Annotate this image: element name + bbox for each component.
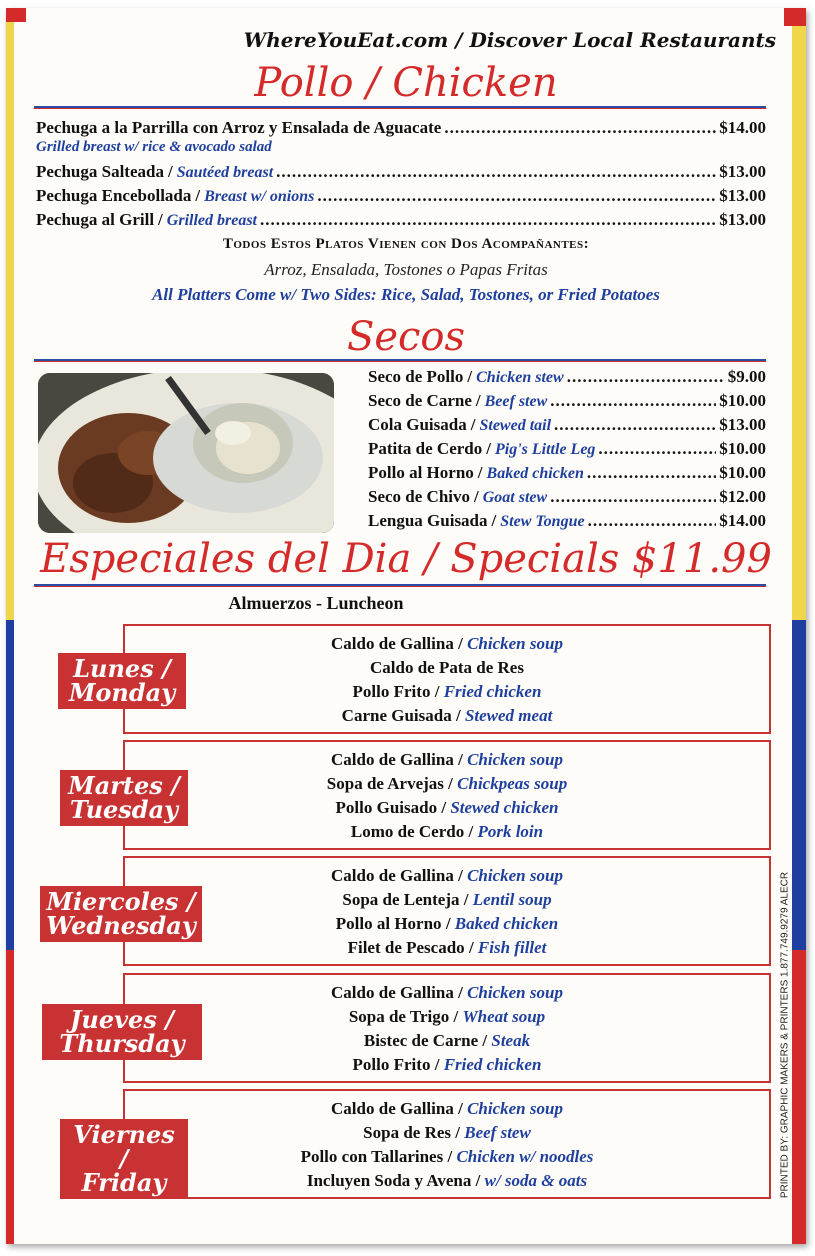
day-items (125, 981, 769, 1077)
menu-item-row: Pechuga Encebollada / Breast w/ onions ..... $13.00 (36, 186, 766, 206)
day-item: Caldo de Gallina / Chicken soup (331, 983, 563, 1002)
printer-credit (774, 870, 796, 1200)
item-name-es: Pechuga a la Parrilla con Arroz y Ensalada de Aguacate (36, 118, 442, 137)
item-name-en: Chicken stew (476, 369, 564, 386)
item-name-es: Pechuga Encebollada (36, 186, 192, 205)
day-label-es: Viernes / (73, 1120, 175, 1173)
leader-dots (317, 186, 716, 206)
day-label-es: Miercoles / (46, 887, 196, 916)
day-box-wednesday (123, 856, 771, 966)
day-box-thursday (123, 973, 771, 1083)
leader-dots (550, 487, 716, 507)
item-name-en: Stewed tail (479, 417, 552, 434)
day-item-en: Chicken soup (467, 1099, 563, 1118)
day-item: Pollo con Tallarines / Chicken w/ noodles (300, 1147, 594, 1166)
item-price: $13.00 (719, 415, 766, 434)
day-label-friday (60, 1119, 188, 1199)
day-box-tuesday (123, 740, 771, 850)
day-item-en: Wheat soup (462, 1007, 546, 1026)
top-right-red-mark (784, 8, 806, 26)
day-item: Bistec de Carne / Steak (363, 1031, 531, 1050)
day-item-en: Stewed chicken (450, 798, 559, 817)
day-item-en: Chicken soup (467, 750, 563, 769)
item-name-en: Pig's Little Leg (495, 441, 596, 458)
left-red-stripe (6, 950, 14, 1244)
day-item: Pollo Frito / Fried chicken (352, 682, 542, 701)
day-label-thursday (42, 1004, 202, 1060)
day-item-en: Lentil soup (472, 890, 552, 909)
menu-item-row: Seco de Pollo / Chicken stew ..... $9.00 (368, 367, 766, 387)
menu-item-row: Pechuga al Grill / Grilled breast ..... $13.00 (36, 210, 766, 230)
item-price: $13.00 (719, 162, 766, 181)
day-label-en: Friday (81, 1168, 167, 1197)
specials-subtitle: Almuerzos - Luncheon (228, 593, 404, 613)
day-item-es: Incluyen Soda y Avena (306, 1171, 472, 1190)
day-item: Incluyen Soda y Avena / w/ soda & oats (306, 1171, 588, 1190)
day-label-tuesday (60, 770, 188, 826)
day-item-es: Caldo de Gallina (331, 1099, 454, 1118)
day-item: Caldo de Gallina / Chicken soup (331, 866, 563, 885)
day-item-en: Chickpeas soup (457, 774, 568, 793)
item-name-es: Pollo al Horno (368, 463, 474, 482)
item-price: $9.00 (727, 367, 766, 386)
day-item: Caldo de Gallina / Chicken soup (331, 634, 563, 653)
day-label-en: Wednesday (46, 911, 196, 940)
day-item-es: Pollo al Horno (335, 914, 442, 933)
menu-item-row: Pollo al Horno / Baked chicken ..... $10.00 (368, 463, 766, 483)
day-item: Sopa de Lenteja / Lentil soup (342, 890, 552, 909)
menu-item-row: Seco de Carne / Beef stew ..... $10.00 (368, 391, 766, 411)
day-item: Lomo de Cerdo / Pork loin (350, 822, 544, 841)
day-item: Sopa de Arvejas / Chickpeas soup (326, 774, 568, 793)
day-item-es: Pollo con Tallarines (300, 1147, 444, 1166)
leader-dots (550, 391, 716, 411)
item-name-es: Seco de Pollo (368, 367, 464, 386)
day-item-es: Bistec de Carne (363, 1031, 479, 1050)
day-label-en: Monday (68, 678, 176, 707)
day-item: Pollo Frito / Fried chicken (352, 1055, 542, 1074)
day-item-en: Beef stew (464, 1123, 531, 1142)
leader-dots (276, 162, 716, 182)
day-item-en: Chicken soup (467, 866, 563, 885)
item-price: $14.00 (719, 118, 766, 137)
day-item: Filet de Pescado / Fish fillet (347, 938, 547, 957)
item-name-en: Stew Tongue (500, 513, 585, 530)
day-item: Sopa de Res / Beef stew (363, 1123, 531, 1142)
menu-item-row: Lengua Guisada / Stew Tongue ..... $14.00 (368, 511, 766, 531)
leader-dots (567, 367, 725, 387)
secos-rule (34, 359, 766, 362)
day-item-en: Baked chicken (454, 914, 559, 933)
day-items (125, 748, 769, 844)
leader-dots (444, 118, 716, 138)
day-item-es: Pollo Frito (352, 682, 431, 701)
item-name-es: Seco de Carne (368, 391, 472, 410)
day-item-es: Sopa de Lenteja (342, 890, 460, 909)
day-label-en: Tuesday (69, 795, 179, 824)
item-price: $10.00 (719, 391, 766, 410)
menu-page (6, 8, 806, 1244)
item-name-en: Beef stew (484, 393, 548, 410)
day-item: Caldo de Gallina / Chicken soup (331, 750, 563, 769)
day-item-es: Sopa de Arvejas (326, 774, 444, 793)
day-item-en: Fried chicken (443, 682, 542, 701)
food-photo (38, 373, 334, 533)
item-name-en: Grilled breast (166, 212, 257, 229)
item-name-es: Lengua Guisada (368, 511, 488, 530)
item-name-es: Seco de Chivo (368, 487, 470, 506)
food-photo-image (38, 373, 334, 533)
day-item-en: Fish fillet (477, 938, 547, 957)
day-item-en: w/ soda & oats (484, 1171, 588, 1190)
day-item (125, 656, 769, 680)
leader-dots (588, 511, 717, 531)
leader-dots (260, 210, 716, 230)
item-price: $14.00 (719, 511, 766, 530)
day-items (125, 864, 769, 960)
day-label-es: Lunes / (73, 654, 171, 683)
left-blue-stripe (6, 620, 14, 950)
day-label-es: Martes / (68, 771, 180, 800)
chicken-section-title: Pollo / Chicken (254, 60, 558, 106)
menu-item-row: Pechuga Salteada / Sautéed breast ..... $13.00 (36, 162, 766, 182)
day-item-es: Caldo de Pata de Res (370, 658, 524, 677)
menu-item-row: Cola Guisada / Stewed tail ..... $13.00 (368, 415, 766, 435)
day-box-monday (123, 624, 771, 734)
day-item: Carne Guisada / Stewed meat (341, 706, 553, 725)
day-item-en: Chicken soup (467, 983, 563, 1002)
sides-note-en: All Platters Come w/ Two Sides: Rice, Salad, Tostones, or Fried Potatoes (152, 285, 660, 304)
specials-section-title: Especiales del Dia / Specials $11.99 (40, 536, 772, 582)
menu-item-row: Patita de Cerdo / Pig's Little Leg ..... $10.00 (368, 439, 766, 459)
day-item-en: Pork loin (477, 822, 544, 841)
day-item-en: Stewed meat (464, 706, 553, 725)
day-item-es: Pollo Guisado (335, 798, 438, 817)
item-price: $12.00 (719, 487, 766, 506)
watermark: WhereYouEat.com / Discover Local Restaurants (243, 28, 776, 52)
sides-note-es: Arroz, Ensalada, Tostones o Papas Fritas (264, 260, 548, 279)
item-price: $13.00 (719, 186, 766, 205)
specials-rule (34, 584, 766, 587)
day-item: Sopa de Trigo / Wheat soup (348, 1007, 546, 1026)
day-item: Pollo Guisado / Stewed chicken (335, 798, 559, 817)
item-price: $10.00 (719, 439, 766, 458)
top-left-red-mark (6, 8, 26, 22)
item-price: $13.00 (719, 210, 766, 229)
day-item-en: Chicken soup (467, 634, 563, 653)
item-name-en: Goat stew (482, 489, 548, 506)
day-item-es: Sopa de Res (363, 1123, 452, 1142)
day-item-en: Steak (491, 1031, 531, 1050)
day-item-es: Caldo de Gallina (331, 866, 454, 885)
day-box-friday (123, 1089, 771, 1199)
day-label-es: Jueves / (70, 1005, 174, 1034)
day-label-monday (58, 653, 186, 709)
item-name-en: Sautéed breast (176, 164, 274, 181)
day-item-en: Chicken w/ noodles (456, 1147, 594, 1166)
menu-item-row (36, 118, 766, 138)
day-item-es: Caldo de Gallina (331, 750, 454, 769)
day-item-es: Caldo de Gallina (331, 634, 454, 653)
day-items (125, 1097, 769, 1193)
item-price: $10.00 (719, 463, 766, 482)
day-item: Pollo al Horno / Baked chicken (335, 914, 559, 933)
day-item-es: Lomo de Cerdo (350, 822, 465, 841)
sides-note-title: Todos Estos Platos Vienen con Dos Acompañantes: (222, 236, 590, 252)
item-name-es: Cola Guisada (368, 415, 467, 434)
item-name-es: Pechuga al Grill (36, 210, 155, 229)
day-item-es: Sopa de Trigo (348, 1007, 450, 1026)
day-item-es: Filet de Pescado (347, 938, 465, 957)
leader-dots (587, 463, 716, 483)
leader-dots (554, 415, 716, 435)
day-item-es: Caldo de Gallina (331, 983, 454, 1002)
menu-item-row: Seco de Chivo / Goat stew ..... $12.00 (368, 487, 766, 507)
printer-credit-text: PRINTED BY: GRAPHIC MAKERS & PRINTERS 1.877.749.9279 ALECR (779, 871, 791, 1199)
day-items (125, 632, 769, 728)
day-label-wednesday (40, 886, 202, 942)
day-item-en: Fried chicken (443, 1055, 542, 1074)
item-name-es: Patita de Cerdo (368, 439, 483, 458)
day-label-en: Thursday (59, 1029, 185, 1058)
item-name-en: Breast w/ onions (204, 188, 315, 205)
day-item-es: Carne Guisada (341, 706, 452, 725)
item-description-en: Grilled breast w/ rice & avocado salad (36, 139, 272, 155)
item-name-en: Baked chicken (486, 465, 584, 482)
chicken-rule (34, 106, 766, 109)
day-item-es: Pollo Frito (352, 1055, 431, 1074)
leader-dots (598, 439, 716, 459)
day-item: Caldo de Gallina / Chicken soup (331, 1099, 563, 1118)
item-name-es: Pechuga Salteada (36, 162, 164, 181)
secos-section-title: Secos (346, 314, 466, 360)
